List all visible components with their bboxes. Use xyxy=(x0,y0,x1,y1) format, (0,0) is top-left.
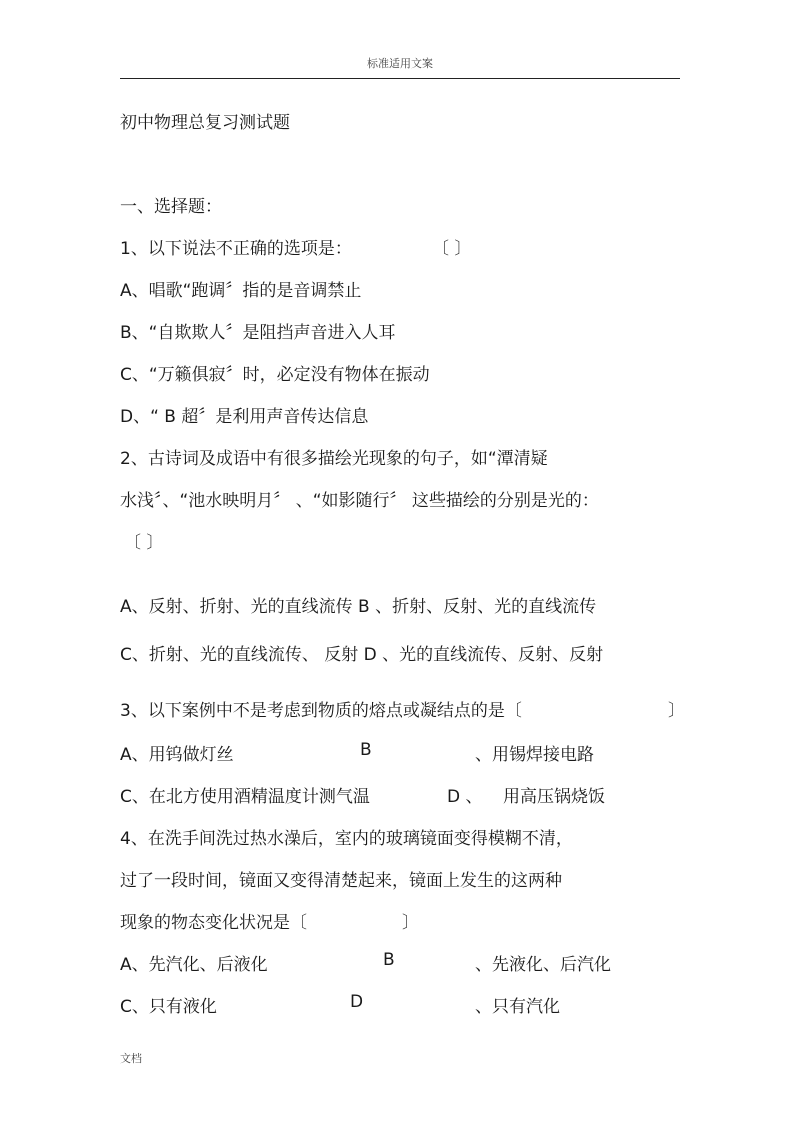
q2-answer-paren: 〔 〕 xyxy=(124,533,164,553)
q4-option-a: A、先汽化、后液化 xyxy=(120,955,268,975)
q2-options-cd: C、折射、光的直线流传、 反射 D 、光的直线流传、反射、反射 xyxy=(120,645,604,665)
document-title: 初中物理总复习测试题 xyxy=(120,113,290,133)
q3-option-b-text: 、用锡焊接电路 xyxy=(475,745,594,765)
q3-option-d-text: 用高压锅烧饭 xyxy=(503,787,605,807)
page-footer: 文档 xyxy=(120,1052,142,1065)
q3-option-d-letter: D 、 xyxy=(447,787,483,807)
q3-paren-close: 〕 xyxy=(668,701,685,721)
q1-stem: 1、以下说法不正确的选项是： xyxy=(120,239,352,259)
q1-option-d: D、“ B 超〞是利用声音传达信息 xyxy=(120,407,369,427)
q2-stem-line1: 2、古诗词及成语中有很多描绘光现象的句子，如“潭清疑 xyxy=(120,449,548,469)
q1-option-a: A、唱歌“跑调〞指的是音调禁止 xyxy=(120,281,362,301)
q2-options-ab: A、反射、折射、光的直线流传 B 、折射、反射、光的直线流传 xyxy=(120,597,597,617)
section-heading: 一、选择题： xyxy=(120,197,222,217)
q4-stem-line3: 现象的物态变化状况是〔 xyxy=(120,913,307,933)
q1-option-c: C、“万籁俱寂〞时，必定没有物体在振动 xyxy=(120,365,430,385)
q4-stem-line1: 4、在洗手间洗过热水澡后，室内的玻璃镜面变得模糊不清， xyxy=(120,829,573,849)
q1-option-b: B、“自欺欺人〞是阻挡声音进入人耳 xyxy=(120,323,396,343)
q3-stem: 3、以下案例中不是考虑到物质的熔点或凝结点的是〔 xyxy=(120,701,522,721)
q4-option-b-text: 、先液化、后汽化 xyxy=(475,955,611,975)
q4-option-c: C、只有液化 xyxy=(120,997,217,1017)
q4-paren-close: 〕 xyxy=(402,913,419,933)
q4-option-b-letter: B xyxy=(383,950,395,970)
q3-option-b-letter: B xyxy=(360,740,372,760)
q4-stem-line2: 过了一段时间，镜面又变得清楚起来，镜面上发生的这两种 xyxy=(120,871,562,891)
q2-stem-line2: 水浅〞、“池水映明月〞 、“如影随行〞 这些描绘的分别是光的： xyxy=(120,491,599,511)
q3-option-a: A、用钨做灯丝 xyxy=(120,745,234,765)
q3-option-c: C、在北方使用酒精温度计测气温 xyxy=(120,787,370,807)
q4-option-d-text: 、只有汽化 xyxy=(475,997,560,1017)
header-divider xyxy=(120,78,680,79)
q1-answer-paren: 〔 〕 xyxy=(432,239,472,259)
q4-option-d-letter: D xyxy=(350,992,364,1012)
page-header: 标准适用文案 xyxy=(367,57,433,70)
